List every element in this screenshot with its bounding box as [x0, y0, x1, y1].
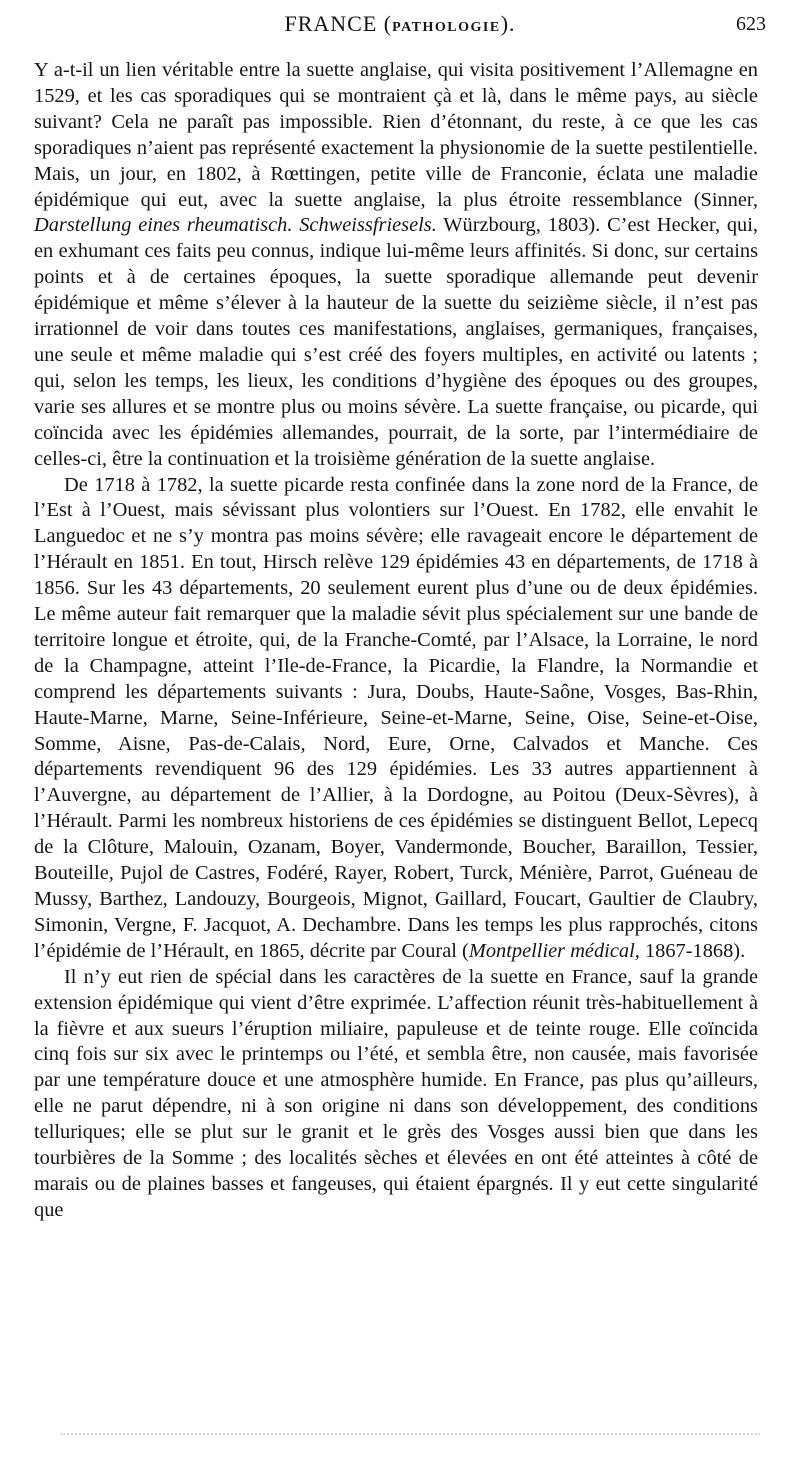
- text-run: Würzbourg, 1803). C’est Hecker, qui, en exhumant ces faits peu connus, indique lui-même leurs affinités. Si donc, sur certains points et à de certaines époques, la suette sporadique allemande peut devenir épidémique et même s’élever à la hauteur de la suette du seizième siècle, il n’est pas irrationnel de voir dans toutes ces manifestations, anglaises, germaniques, françaises, une seule et même maladie qui s’est créé des foyers multiples, en activité ou latents ; qui, selon les temps, les lieux, les conditions d’hygiène des époques ou des groupes, varie ses allures et se montre plus ou moins sévère. La suette française, ou picarde, qui coïncida avec les épidémies allemandes, pourrait, de la sorte, par l’intermédiaire de celles-ci, être la continuation et la troisième génération de la suette anglaise.: [34, 214, 758, 470]
- italic-citation: Darstellung eines rheumatisch. Schweissfriesels.: [34, 214, 437, 237]
- paragraph: [34, 58, 758, 473]
- text-run: De 1718 à 1782, la suette picarde resta confinée dans la zone nord de la France, de l’Est à l’Ouest, mais sévissant plus volontiers sur l’Ouest. En 1782, elle envahit le Languedoc et ne s’y montra pas moins sévère; elle ravageait encore le département de l’Hérault en 1851. En tout, Hirsch relève 129 épidémies 43 en départements, de 1718 à 1856. Sur les 43 départements, 20 seulement eurent plus d’une ou de deux épidémies. Le même auteur fait remarquer que la maladie sévit plus spécialement sur une bande de territoire longue et étroite, qui, de la Franche-Comté, par l’Alsace, la Lorraine, le nord de la Champagne, atteint l’Ile-de-France, la Picardie, la Flandre, la Normandie et comprend les départements suivants : Jura, Doubs, Haute-Saône, Vosges, Bas-Rhin, Haute-Marne, Marne, Seine-Inférieure, Seine-et-Marne, Seine, Oise, Seine-et-Oise, Somme, Aisne, Pas-de-Calais, Nord, Eure, Orne, Calvados et Manche. Ces départements revendiquent 96 des 129 épidémies. Les 33 autres appartiennent à l’Auvergne, au département de l’Allier, à la Dordogne, au Poitou (Deux-Sèvres), à l’Hérault. Parmi les nombreux historiens de ces épidémies se distinguent Bellot, Lepecq de la Clôture, Malouin, Ozanam, Boyer, Vandermonde, Boucher, Baraillon, Tessier, Bouteille, Pujol de Castres, Fodéré, Rayer, Robert, Turck, Ménière, Parrot, Guéneau de Mussy, Barthez, Landouzy, Bourgeois, Mignot, Gaillard, Foucart, Gaultier de Claubry, Simonin, Vergne, F. Jacquot, A. Dechambre. Dans les temps les plus rapprochés, citons l’épidémie de l’Hérault, en 1865, décrite par Coural (: [34, 473, 758, 962]
- paragraph: [34, 473, 758, 965]
- header-title-end: ).: [500, 11, 516, 36]
- header-title: [0, 6, 800, 46]
- footer-rule: [60, 1433, 760, 1449]
- header-title-main: FRANCE (: [284, 11, 393, 36]
- body-text: [34, 58, 758, 1224]
- running-header: [0, 6, 800, 42]
- paragraph: [34, 965, 758, 1224]
- text-run: 1867-1868).: [639, 939, 746, 962]
- text-run: Y a-t-il un lien véritable entre la suette anglaise, qui visita positivement l’Allemagne en 1529, et les cas sporadiques qui se montraient çà et là, dans le même pays, au siècle suivant? Cela ne paraît pas impossible. Rien d’étonnant, du reste, à ce que les cas sporadiques n’aient pas représenté exactement la physionomie de la suette pestilentielle. Mais, un jour, en 1802, à Rœttingen, petite ville de Franconie, éclata une maladie épidémique qui eut, avec la suette anglaise, la plus étroite ressemblance (Sinner,: [34, 59, 758, 211]
- header-title-small: PATHOLOGIE: [392, 20, 501, 35]
- page-number: 623: [736, 13, 766, 35]
- italic-citation: Montpellier médical,: [468, 939, 640, 962]
- text-run: Il n’y eut rien de spécial dans les caractères de la suette en France, sauf la grande extension épidémique qui vient d’être exprimée. L’affection réunit très-habituellement à la fièvre et aux sueurs l’éruption miliaire, papuleuse et de teinte rouge. Elle coïncida cinq fois sur six avec le printemps ou l’été, et sembla être, non causée, mais favorisée par une température douce et une atmosphère humide. En France, pas plus qu’ailleurs, elle ne parut dépendre, ni à son origine ni dans son développement, des conditions telluriques; elle se plut sur le granit et le grès des Vosges aussi bien que dans les tourbières de la Somme ; des localités sèches et élevées en ont été atteintes à côté de marais ou de plaines basses et fangeuses, qui étaient épargnés. Il y eut cette singularité que: [34, 965, 758, 1221]
